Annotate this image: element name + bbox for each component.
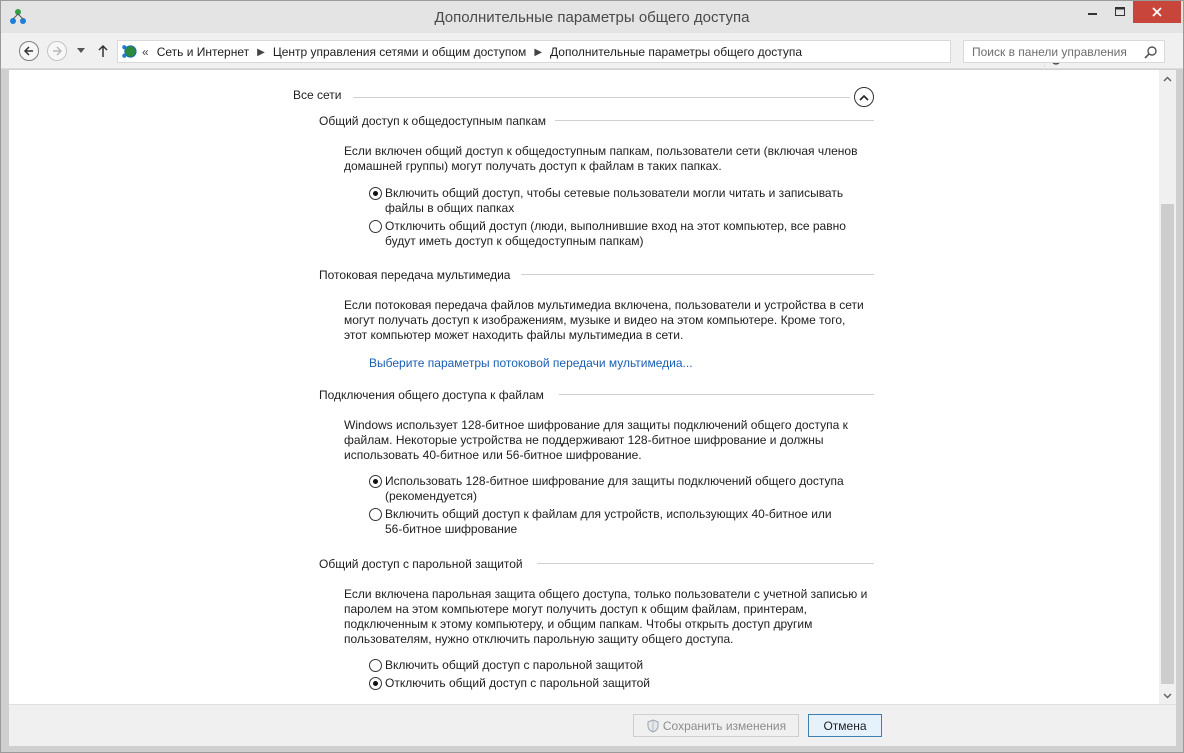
- arrow-up-icon: [97, 44, 109, 58]
- up-button[interactable]: [95, 42, 111, 60]
- search-box[interactable]: [963, 40, 1165, 63]
- password-protection-option-disable[interactable]: Отключить общий доступ с парольной защитой: [369, 676, 650, 691]
- breadcrumb-separator-icon[interactable]: ▶: [257, 46, 265, 58]
- shield-icon: [646, 719, 660, 733]
- save-changes-label: Сохранить изменения: [662, 718, 787, 733]
- arrow-right-icon: [51, 45, 63, 57]
- file-sharing-description: Windows использует 128-битное шифрование для защиты подключений общего доступа к файлам. Некоторые устройства не поддерживают 128-битное шифрование и должны использовать 40-битное или 56-битное шифрование.: [344, 418, 848, 462]
- scrollbar-thumb[interactable]: [1161, 204, 1174, 684]
- radio-button[interactable]: [369, 475, 382, 488]
- group-title-file-sharing: Подключения общего доступа к файлам: [319, 388, 544, 402]
- close-icon: [1152, 7, 1162, 17]
- divider: [555, 120, 874, 121]
- breadcrumb-item-advanced-sharing[interactable]: Дополнительные параметры общего доступа: [550, 45, 803, 59]
- chevron-up-icon: [859, 94, 869, 101]
- scroll-down-button[interactable]: [1159, 687, 1176, 704]
- divider: [521, 274, 874, 275]
- divider: [559, 394, 874, 395]
- media-streaming-options-link[interactable]: Выберите параметры потоковой передачи мультимедиа...: [369, 356, 693, 370]
- chevron-down-icon: [1163, 693, 1172, 699]
- forward-button[interactable]: [47, 41, 67, 61]
- password-protection-option-enable[interactable]: Включить общий доступ с парольной защитой: [369, 658, 643, 673]
- scroll-up-button[interactable]: [1159, 70, 1176, 87]
- title-bar[interactable]: [1, 1, 1183, 33]
- radio-button[interactable]: [369, 187, 382, 200]
- password-protection-description: Если включена парольная защита общего доступа, только пользователи с учетной записью и паролем на этом компьютере могут получить доступ к общим файлам, принтерам, подключенным к этому компьютеру, и общим папкам. Чтобы открыть доступ другим пользователям, нужно отключить парольную защиту общего доступа.: [344, 587, 868, 646]
- group-title-public-folders: Общий доступ к общедоступным папкам: [319, 114, 546, 128]
- public-folders-option-enable[interactable]: Включить общий доступ, чтобы сетевые пользователи могли читать и записывать файлы в общих папках: [369, 186, 843, 216]
- breadcrumb-item-network-internet[interactable]: Сеть и Интернет: [156, 45, 250, 59]
- chevron-up-icon: [1163, 76, 1172, 82]
- vertical-scrollbar[interactable]: [1159, 70, 1176, 704]
- collapse-section-button[interactable]: [854, 87, 874, 107]
- group-title-password-protection: Общий доступ с парольной защитой: [319, 557, 523, 571]
- section-title-all-networks: Все сети: [293, 88, 342, 102]
- address-bar[interactable]: [117, 40, 951, 63]
- breadcrumb-overflow[interactable]: «: [142, 45, 149, 59]
- navigation-bar: [1, 33, 1183, 69]
- breadcrumb-item-network-center[interactable]: Центр управления сетями и общим доступом: [272, 45, 527, 59]
- divider: [353, 97, 850, 98]
- search-input[interactable]: Поиск в панели управления: [972, 45, 1127, 59]
- arrow-left-icon: [23, 45, 35, 57]
- chevron-down-icon: [77, 48, 85, 54]
- media-streaming-description: Если потоковая передача файлов мультимедиа включена, пользователи и устройства в сети могут получать доступ к изображениям, музыке и видео на этом компьютере. Кроме того, этот компьютер может находить файлы мультимедиа в сети.: [344, 298, 864, 342]
- back-button[interactable]: [19, 41, 39, 61]
- file-sharing-option-128bit[interactable]: Использовать 128-битное шифрование для защиты подключений общего доступа (рекомендуется): [369, 474, 844, 504]
- network-icon: [121, 43, 138, 60]
- divider: [537, 563, 874, 564]
- radio-button[interactable]: [369, 659, 382, 672]
- cancel-button[interactable]: Отмена: [808, 714, 882, 737]
- radio-button[interactable]: [369, 508, 382, 521]
- maximize-button[interactable]: [1107, 1, 1133, 23]
- settings-panel: [9, 70, 1159, 704]
- maximize-icon: [1115, 7, 1125, 17]
- breadcrumb: [142, 45, 802, 59]
- search-icon[interactable]: [1144, 45, 1158, 59]
- breadcrumb-separator-icon[interactable]: ▶: [534, 46, 543, 58]
- window-title: Дополнительные параметры общего доступа: [434, 9, 750, 26]
- group-title-media-streaming: Потоковая передача мультимедиа: [319, 268, 511, 282]
- recent-locations-button[interactable]: [75, 45, 87, 57]
- radio-button[interactable]: [369, 677, 382, 690]
- minimize-button[interactable]: [1079, 1, 1107, 23]
- save-changes-button[interactable]: [633, 714, 799, 737]
- public-folders-option-disable[interactable]: Отключить общий доступ (люди, выполнившие вход на этот компьютер, все равно будут иметь доступ к общедоступным папкам): [369, 219, 846, 249]
- close-button[interactable]: [1133, 1, 1181, 23]
- public-folders-description: Если включен общий доступ к общедоступным папкам, пользователи сети (включая членов домашней группы) могут получать доступ к файлам в таких папках.: [344, 144, 858, 173]
- file-sharing-option-40-56bit[interactable]: Включить общий доступ к файлам для устройств, использующих 40-битное или 56-битное шифрование: [369, 507, 832, 537]
- footer-bar: [9, 704, 1176, 746]
- radio-button[interactable]: [369, 220, 382, 233]
- minimize-icon: [1088, 7, 1098, 17]
